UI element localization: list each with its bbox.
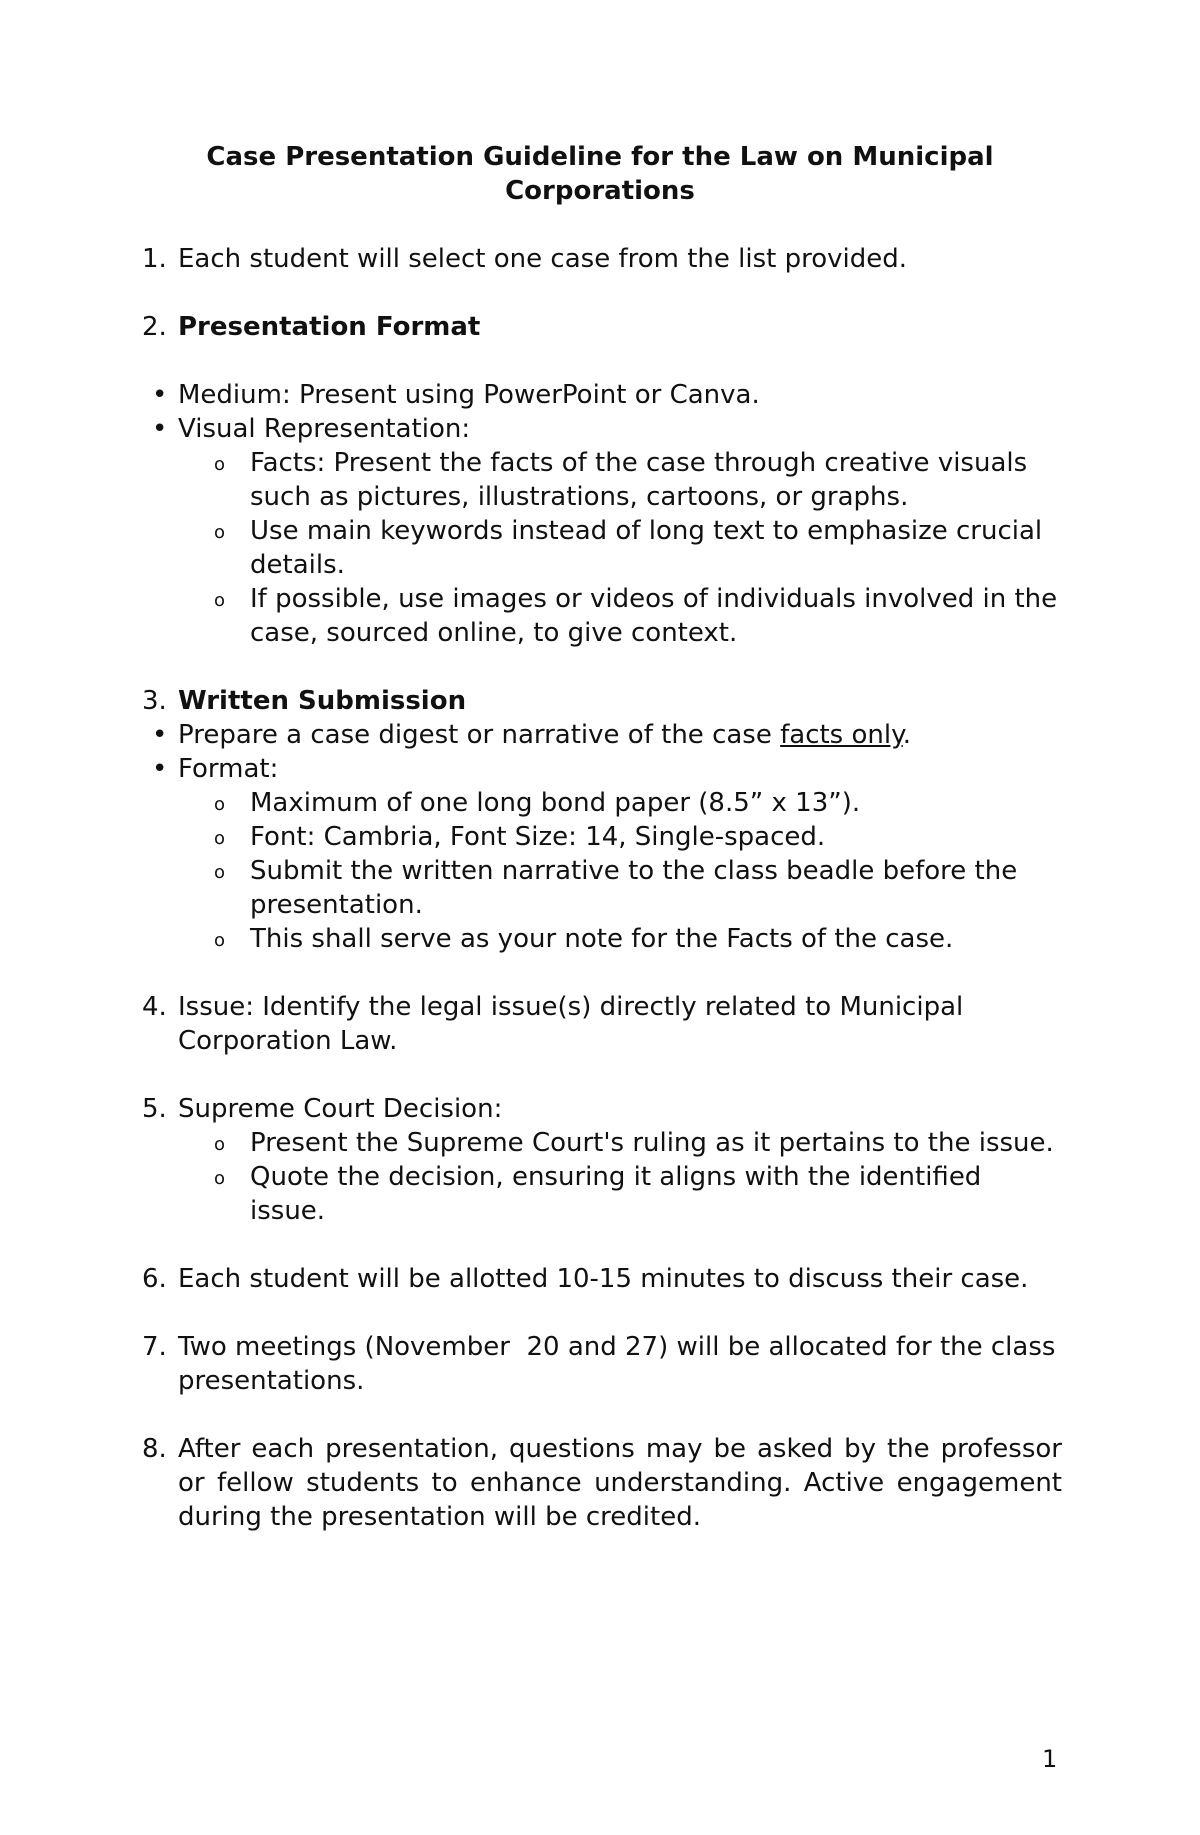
sub-item-note: o This shall serve as your note for the Facts of the case. (214, 922, 1062, 956)
list-item-1 (142, 242, 1062, 276)
item-number: 4. (142, 992, 167, 1022)
list-item-6 (142, 1262, 1062, 1296)
item-text: After each presentation, questions may be asked by the professor or fellow students to enhance understanding. Active engagement during the presentation will be credited. (178, 1434, 1062, 1532)
written-submission-bullets (142, 718, 1062, 956)
sub-bullet-icon: o (214, 1168, 226, 1189)
sub-bullet-icon: o (214, 930, 226, 951)
sub-bullet-icon: o (214, 1134, 226, 1155)
item-number: 5. (142, 1094, 167, 1124)
item-number: 7. (142, 1332, 167, 1362)
visual-representation-subitems (178, 446, 1062, 650)
item-text: Two meetings (November 20 and 27) will be allocated for the class presentations. (178, 1332, 1064, 1396)
sub-item-submit: o Submit the written narrative to the class beadle before the presentation. (214, 856, 1018, 920)
sub-item-keywords: o Use main keywords instead of long text to emphasize crucial details. (214, 516, 1043, 580)
list-item-3 (142, 684, 1062, 718)
bullet-item-format: • Format: o Maximum of one long bond paper (8.5” x 13”). o Font: Cambria, Font Size: 14, Single-spaced. o Submit the written narrative to the class beadle before the presentation. o This shall serve as your note for the Facts of the case. (142, 752, 1062, 956)
sub-bullet-icon: o (214, 794, 226, 815)
item-text: Each student will be allotted 10-15 minutes to discuss their case. (178, 1264, 1029, 1294)
guideline-list (142, 242, 1062, 1534)
section-heading-written-submission: Written Submission (178, 686, 467, 716)
item-text: Supreme Court Decision: (178, 1094, 503, 1124)
item-number: 6. (142, 1264, 167, 1294)
sub-item-images: o If possible, use images or videos of individuals involved in the case, sourced online, to give context. (214, 584, 1058, 648)
list-item-2 (142, 310, 1062, 344)
sub-item-font: o Font: Cambria, Font Size: 14, Single-spaced. (214, 820, 1062, 854)
sub-bullet-icon: o (214, 522, 226, 543)
item-number: 2. (142, 312, 167, 342)
format-subitems (178, 786, 1062, 956)
sub-item-facts: o Facts: Present the facts of the case through creative visuals such as pictures, illustrations, cartoons, or graphs. (214, 448, 1028, 512)
list-item-7 (142, 1330, 1062, 1398)
item-text: Each student will select one case from the list provided. (178, 244, 908, 274)
page-number: 1 (1042, 1745, 1058, 1773)
sub-item-quote: o Quote the decision, ensuring it aligns with the identified issue. (214, 1162, 982, 1226)
bullet-icon: • (152, 754, 168, 784)
sub-bullet-icon: o (214, 862, 226, 883)
bullet-item-prepare-digest: • Prepare a case digest or narrative of the case facts only. (152, 720, 912, 750)
bullet-item-medium: • Medium: Present using PowerPoint or Canva. (152, 380, 760, 410)
item-number: 1. (142, 244, 167, 274)
item-text: Issue: Identify the legal issue(s) directly related to Municipal Corporation Law. (178, 992, 964, 1056)
sub-bullet-icon: o (214, 828, 226, 849)
list-item-8 (142, 1432, 1062, 1534)
sub-bullet-icon: o (214, 454, 226, 475)
supreme-court-subitems (178, 1126, 1062, 1228)
title-line-1: Case Presentation Guideline for the Law on Municipal (206, 142, 994, 172)
bullet-icon: • (152, 720, 168, 750)
item-number: 3. (142, 686, 167, 716)
underlined-facts-only: facts only (780, 720, 903, 750)
document-title (170, 140, 1030, 208)
bullet-icon: • (152, 380, 168, 410)
section-heading-presentation-format: Presentation Format (178, 312, 481, 342)
sub-item-paper-size: o Maximum of one long bond paper (8.5” x 13”). (214, 786, 1062, 820)
sub-item-ruling: o Present the Supreme Court's ruling as it pertains to the issue. (214, 1126, 1062, 1160)
title-line-2: Corporations (505, 176, 695, 206)
presentation-format-bullets (142, 378, 1062, 650)
list-item-5 (142, 1092, 1062, 1228)
bullet-item-visual-representation: • Visual Representation: o Facts: Present the facts of the case through creative visuals such as pictures, illustrations, cartoons, or graphs. o Use main keywords instead of long text to emphasize crucial details. o If possible, use images or videos of individuals involved in the case, sourced online, to give context. (142, 412, 1062, 650)
item-number: 8. (142, 1434, 167, 1464)
bullet-icon: • (152, 414, 168, 444)
sub-bullet-icon: o (214, 590, 226, 611)
list-item-4 (142, 990, 1062, 1058)
